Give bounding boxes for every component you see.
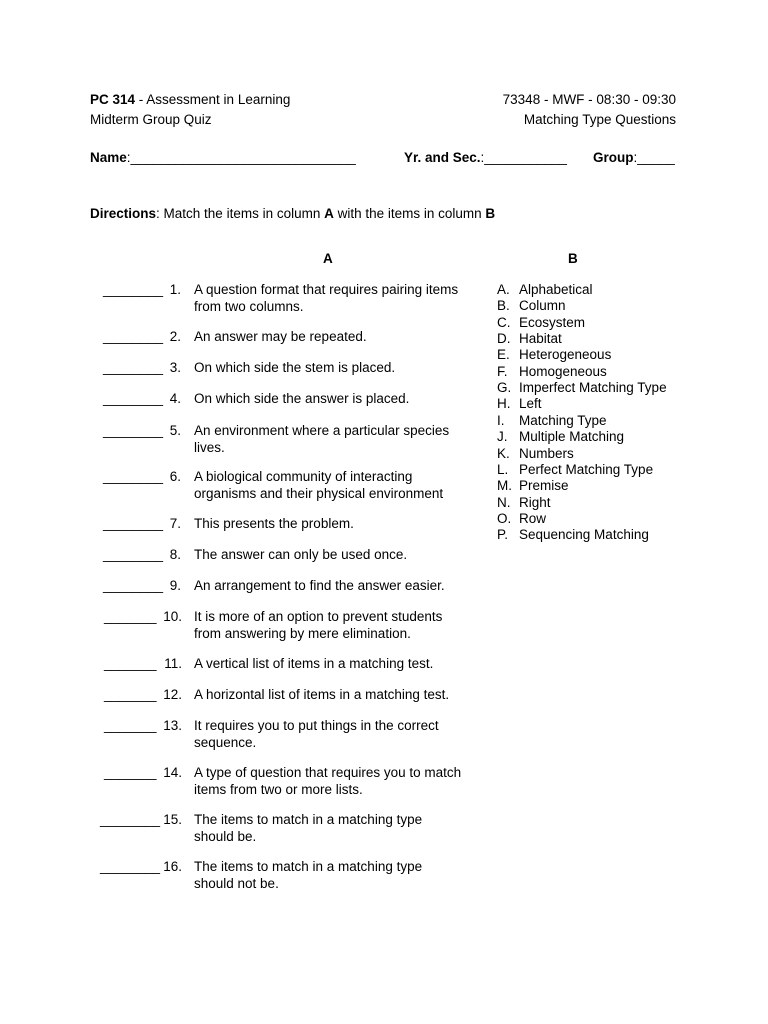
question-number: 3. <box>169 360 181 375</box>
answer-blank[interactable]: _______ <box>104 718 157 733</box>
question-text: A biological community of interacting organisms and their physical environment <box>194 469 444 501</box>
option-letter: C. <box>497 314 511 330</box>
question-number: 1. <box>169 282 181 297</box>
course-title: - Assessment in Learning <box>135 92 291 107</box>
question-number: 16. <box>163 859 182 874</box>
answer-blank[interactable]: ________ <box>103 547 164 562</box>
question-number: 11. <box>164 656 182 671</box>
option-text: Premise <box>519 478 569 494</box>
answer-blank[interactable]: _______ <box>104 765 157 780</box>
option-text: Alphabetical <box>519 282 593 297</box>
question-text: The items to match in a matching type should not be. <box>194 859 423 891</box>
question-number: 9. <box>169 578 181 593</box>
course-heading <box>90 92 290 108</box>
question-text: It is more of an option to prevent students from answering by mere elimination. <box>194 609 443 641</box>
question-number: 13. <box>163 718 182 733</box>
option-letter: I. <box>497 412 505 428</box>
question-number: 5. <box>169 423 181 438</box>
group-label: Group <box>593 150 634 165</box>
option-text: Column <box>519 298 566 314</box>
question-number: 15. <box>163 812 182 827</box>
question-number: 7. <box>169 516 181 531</box>
question-text: The answer can only be used once. <box>194 547 408 562</box>
question-number: 10. <box>163 609 182 624</box>
option-letter: D. <box>497 331 511 347</box>
question-text: An answer may be repeated. <box>194 329 367 344</box>
answer-blank[interactable]: ________ <box>103 423 164 438</box>
directions <box>90 206 495 222</box>
course-code: PC 314 <box>90 92 136 107</box>
directions-text-1: : Match the items in column <box>156 206 325 221</box>
column-a-heading: A <box>323 251 333 266</box>
question-text: An environment where a particular species lives. <box>194 423 450 455</box>
question-text: The items to match in a matching type should be. <box>194 812 423 844</box>
question-number: 6. <box>169 469 181 484</box>
option-text: Matching Type <box>519 412 607 428</box>
directions-text-2: with the items in column <box>333 206 486 221</box>
name-label: Name <box>90 150 127 165</box>
question-number: 2. <box>169 329 181 344</box>
group-field[interactable] <box>593 150 675 166</box>
option-letter: L. <box>497 461 509 477</box>
option-letter: M. <box>497 478 512 494</box>
option-letter: F. <box>497 363 508 379</box>
name-blank: :______________________________ <box>126 150 356 165</box>
option-text: Numbers <box>519 445 574 461</box>
option-text: Perfect Matching Type <box>519 461 654 477</box>
answer-blank[interactable]: ________ <box>103 282 164 297</box>
answer-blank[interactable]: ________ <box>103 360 164 375</box>
option-text: Ecosystem <box>519 314 586 330</box>
question-text: A horizontal list of items in a matching test. <box>194 687 450 702</box>
question-text: It requires you to put things in the correct sequence. <box>194 718 439 750</box>
option-letter: H. <box>497 396 511 412</box>
option-letter: E. <box>497 347 510 363</box>
question-text: On which side the answer is placed. <box>194 391 410 406</box>
directions-col-a: A <box>324 206 334 221</box>
question-text: A question format that requires pairing items from two columns. <box>194 282 459 314</box>
question-text: A vertical list of items in a matching test. <box>194 656 434 671</box>
question-text: A type of question that requires you to match items from two or more lists. <box>194 765 462 797</box>
section-field[interactable] <box>404 150 567 166</box>
option-letter: N. <box>497 494 511 510</box>
option-text: Homogeneous <box>519 363 607 379</box>
option-text: Heterogeneous <box>519 347 612 363</box>
answer-blank[interactable]: ________ <box>100 812 161 827</box>
answer-blank[interactable]: ________ <box>103 578 164 593</box>
question-text: This presents the problem. <box>194 516 354 531</box>
column-b-heading: B <box>568 251 578 266</box>
answer-blank[interactable]: ________ <box>103 469 164 484</box>
directions-col-b: B <box>485 206 496 221</box>
quiz-name: Midterm Group Quiz <box>90 112 212 127</box>
option-letter: G. <box>497 380 512 396</box>
option-text: Row <box>519 510 547 526</box>
question-number: 14. <box>163 765 182 780</box>
group-blank: :_____ <box>633 150 675 165</box>
answer-blank[interactable]: _______ <box>104 656 157 671</box>
option-letter: K. <box>497 445 510 461</box>
answer-blank[interactable]: ________ <box>103 391 164 406</box>
option-text: Habitat <box>519 331 562 347</box>
question-text: On which side the stem is placed. <box>194 360 396 375</box>
question-number: 8. <box>169 547 181 562</box>
section-blank: :___________ <box>480 150 567 165</box>
option-letter: O. <box>497 510 512 526</box>
section-label: Yr. and Sec. <box>404 150 481 165</box>
question-number: 4. <box>169 391 181 406</box>
answer-blank[interactable]: _______ <box>104 609 157 624</box>
option-text: Imperfect Matching Type <box>519 380 667 396</box>
schedule: 73348 - MWF - 08:30 - 09:30 <box>502 92 676 107</box>
option-text: Left <box>519 396 542 412</box>
option-letter: A. <box>497 282 510 297</box>
question-number: 12. <box>163 687 182 702</box>
answer-blank[interactable]: ________ <box>103 329 164 344</box>
option-text: Sequencing Matching <box>519 527 649 543</box>
answer-blank[interactable]: _______ <box>104 687 157 702</box>
question-text: An arrangement to find the answer easier. <box>194 578 445 593</box>
name-field[interactable] <box>90 150 356 166</box>
option-letter: J. <box>497 429 508 445</box>
option-text: Right <box>519 494 551 510</box>
answer-blank[interactable]: ________ <box>103 516 164 531</box>
option-text: Multiple Matching <box>519 429 625 445</box>
option-letter: P. <box>497 527 509 543</box>
option-letter: B. <box>497 298 510 314</box>
answer-blank[interactable]: ________ <box>100 859 161 874</box>
quiz-type: Matching Type Questions <box>523 112 676 127</box>
directions-label: Directions <box>90 206 157 221</box>
